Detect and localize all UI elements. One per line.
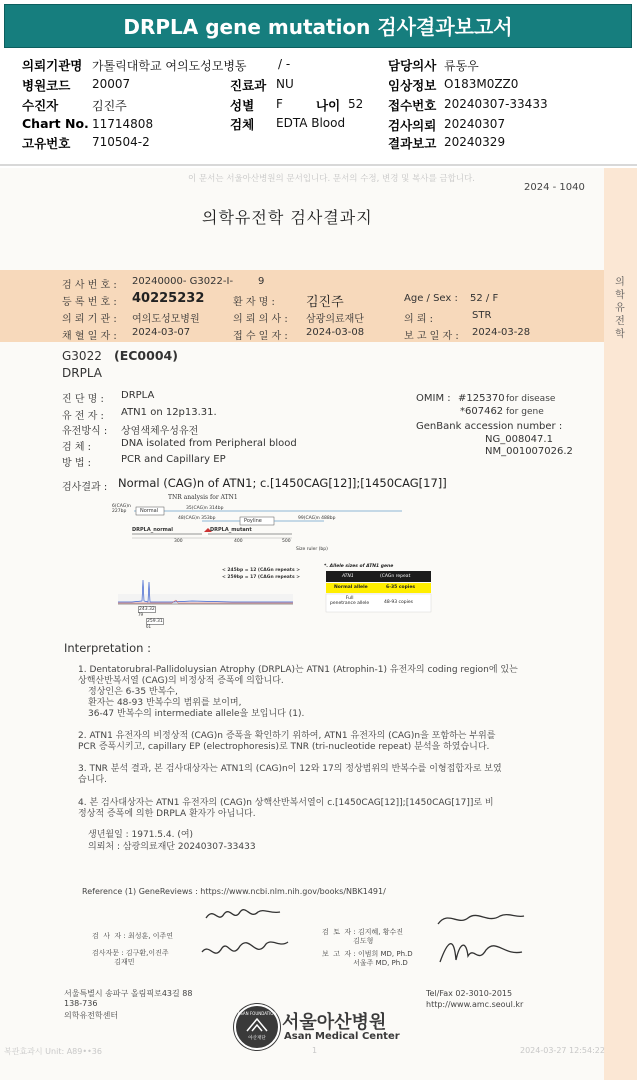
receive-value: 2024-03-08 (306, 327, 365, 338)
referral-label: 의 뢰 : (404, 314, 434, 325)
dept-label: 진료과 (230, 78, 267, 93)
reqdoc-label: 의 뢰 의 사 : (233, 314, 288, 325)
table-h1: ATN1 (342, 574, 354, 579)
exam-no-value: 20240000- G3022-I- (132, 276, 234, 287)
logo-center-text: 아산재단 (248, 1036, 266, 1041)
specimen-detail-label: 검 체 : (62, 442, 92, 453)
sex-value: F (276, 97, 283, 111)
table-h2: (CAGn repeat (380, 574, 411, 579)
omim-gene-text: for gene (506, 407, 544, 417)
tnr-figure (112, 494, 442, 636)
footer-page: 1 (312, 1046, 318, 1055)
data-reader: 검사자문 : 김구환,이진주 김재민 (92, 949, 169, 966)
bar1-label: DRPLA_normal (132, 527, 173, 533)
interp-line: 2. ATN1 유전자의 비정상적 (CAG)n 증폭을 확인하기 위하여, ATN1 유전자의 (CAG)n을 포함하는 부위를 (78, 731, 496, 741)
omim-label: OMIM : (416, 393, 451, 404)
interp-line: 정상적 증폭에 의한 DRPLA 환자가 아닙니다. (78, 809, 256, 819)
reporter: 보 고 자 : 이범희 MD, Ph.D 서울주 MD, Ph.D (322, 950, 413, 967)
unique-value: 710504-2 (92, 135, 150, 149)
interpretation-title: Interpretation : (64, 641, 151, 655)
gene-label: 유 전 자 : (62, 411, 104, 422)
result-value: Normal (CAG)n of ATN1; c.[1450CAG[12]];[1450CAG[17]] (118, 476, 447, 490)
clinical-value: O183M0ZZ0 (444, 77, 519, 91)
mode-value: 상염색체우성유전 (121, 426, 199, 437)
sex-label: 성별 (230, 98, 255, 113)
specimen-label: 검체 (230, 117, 255, 132)
doctor-label: 담당의사 (388, 58, 437, 73)
polyline-label: Poyline (244, 518, 262, 524)
hospital-name-kr: 서울아산병원 (282, 1012, 387, 1033)
genbank-label: GenBank accession number : (416, 421, 563, 432)
interp-line: 3. TNR 분석 결과, 본 검사대상자는 ATN1의 (CAG)n이 12와 17의 정상범위의 반복수를 이형접합자로 보였 (78, 764, 502, 774)
reference: Reference (1) GeneReviews : https://www.ncbi.nlm.nih.gov/books/NBK1491/ (82, 887, 386, 896)
peak-label-1: 243.32 (139, 607, 155, 612)
reviewer: 검 토 자 : 김지혜, 황수진 김도형 (322, 928, 404, 945)
chart-label: Chart No. (22, 116, 89, 131)
interp-line: 상핵산반복서열 (CAG)의 비정상적 증폭에 의합니다. (78, 676, 284, 686)
agesex-label: Age / Sex : (404, 293, 458, 304)
peak-note-1: < 245bp = 12 (CAGn repeats > (222, 568, 300, 573)
method-value: PCR and Capillary EP (121, 454, 226, 465)
header-divider (0, 164, 637, 166)
telfax: Tel/Fax 02-3010-2015 (426, 989, 513, 998)
age-label: 나이 (316, 98, 341, 113)
signature-images-left (200, 904, 290, 974)
bar2-label: DRPLA_mutant (210, 527, 252, 533)
collect-value: 2024-03-07 (132, 327, 191, 338)
referrer: 의뢰처 : 삼광의료재단 20240307-33433 (88, 842, 256, 852)
size-ruler: Size ruler (bp) (296, 547, 328, 552)
right-label: 99(CAG)n 488bp (298, 516, 336, 521)
clinical-label: 임상정보 (388, 78, 437, 93)
website: http://www.amc.seoul.kr (426, 1000, 524, 1009)
interp-line: 습니다. (78, 775, 107, 785)
institution-value: 가톨릭대학교 여의도성모병동 (92, 59, 247, 73)
omim-disease-text: for disease (506, 394, 556, 404)
interp-line: 환자는 48-93 반복수의 범위를 보이며, (88, 698, 242, 708)
footer-right: 2024-03-27 12:54:22 (520, 1046, 605, 1055)
mode-label: 유전방식 : (62, 426, 108, 437)
report-label: 결과보고 (388, 136, 437, 151)
interp-line: 1. Dentatorubral-Pallidoluysian Atrophy (DRPLA)는 ATN1 (Atrophin-1) 유전자의 coding region에 있는 (78, 665, 518, 675)
interp-line: PCR 증폭시키고, capillary EP (electrophoresis)로 TNR (tri-nucleotide repeat) 분석을 하였습니다. (78, 742, 490, 752)
doc-number: 2024 - 1040 (524, 182, 585, 193)
diag-value: DRPLA (121, 390, 155, 401)
mid-label-2: 48(CAG)n 353bp (178, 516, 216, 521)
recipient-value: 김진주 (92, 99, 127, 113)
logo-ring-text: ASAN FOUNDATION (237, 1011, 277, 1016)
receipt-value: 20240307-33433 (444, 97, 548, 111)
test-code: G3022 (62, 349, 102, 363)
footer-left: 복관효과시 Unit: A89••36 (4, 1047, 102, 1056)
table-title: *. Allele sizes of ATN1 gene (324, 564, 394, 569)
specimen-detail-value: DNA isolated from Peripheral blood (121, 438, 297, 449)
omim-disease-no: #125370 (458, 393, 505, 404)
doctor-value: 류동우 (444, 59, 479, 73)
exam-no-suffix: 9 (258, 276, 265, 287)
agesex-value: 52 / F (470, 293, 499, 304)
method-label: 방 법 : (62, 458, 92, 469)
collect-label: 채 혈 일 자 : (62, 331, 117, 342)
watermark-notice: 이 문서는 서울아산병원의 문서입니다. 문서의 수정, 변경 및 복사를 금합니다. (188, 174, 475, 184)
unique-label: 고유번호 (22, 136, 71, 151)
tick-400: 400 (234, 539, 243, 544)
test-code-2: (EC0004) (114, 348, 178, 363)
side-label: 의 학 유 전 학 (615, 277, 625, 340)
chart-value: 11714808 (92, 117, 154, 131)
diag-label: 진 단 명 : (62, 394, 104, 405)
examiner: 검 사 자 : 최성훈, 이주연 (92, 932, 174, 940)
hospital-code-value: 20007 (92, 77, 131, 91)
report-date-label: 보 고 일 자 : (404, 331, 459, 342)
omim-gene-no: *607462 (460, 406, 504, 417)
patient-label: 환 자 명 : (233, 297, 275, 308)
table-r2c1: Full penetrance allele (330, 596, 370, 606)
table-r1c2: 6-35 copies (386, 585, 416, 590)
receive-label: 접 수 일 자 : (233, 331, 288, 342)
result-label: 검사결과 : (62, 482, 108, 493)
report-date-value: 2024-03-28 (472, 327, 531, 338)
genbank-acc2: NM_001007026.2 (485, 446, 573, 457)
tick-500: 500 (282, 539, 291, 544)
request-label: 검사의뢰 (388, 118, 437, 133)
reqdoc-value: 삼광의료재단 (306, 314, 364, 325)
signature-images-right (430, 906, 530, 976)
request-value: 20240307 (444, 117, 506, 131)
paper-title: 의학유전학 검사결과지 (202, 208, 373, 227)
reg-value: 40225232 (132, 291, 205, 306)
reg-label: 등 록 번 호 : (62, 297, 117, 308)
peak-label-1b: 79 (138, 612, 144, 617)
exam-no-label: 검 사 번 호 : (62, 280, 117, 291)
referral-value: STR (472, 310, 492, 321)
mid-label-1: 35(CAG)n 314bp (186, 506, 224, 511)
institution-label: 의뢰기관명 (22, 58, 83, 73)
hospital-code-label: 병원코드 (22, 78, 71, 93)
receipt-label: 접수번호 (388, 98, 437, 113)
address-line-1: 서울특별시 송파구 올림픽로43길 88 (64, 989, 193, 998)
genbank-acc1: NG_008047.1 (485, 434, 553, 445)
specimen-value: EDTA Blood (276, 116, 346, 130)
interp-line: 36-47 반복수의 intermediate allele을 보입니다 (1). (88, 709, 305, 719)
patient-value: 김진주 (306, 295, 344, 310)
peak-label-2b: 61 (146, 624, 152, 629)
left-label: 6(CAG)n 227bp (112, 504, 131, 514)
address-line-3: 의학유전학센터 (64, 1011, 119, 1020)
dept-value: NU (276, 77, 294, 91)
normal-box-label: Normal (140, 508, 159, 514)
table-r2c2: 48-93 copies (384, 600, 413, 605)
age-value: 52 (348, 97, 364, 111)
test-name: DRPLA (62, 366, 102, 380)
birth-date: 생년월일 : 1971.5.4. (여) (88, 830, 194, 840)
report-value: 20240329 (444, 135, 506, 149)
inst-value: 여의도성모병원 (132, 314, 200, 325)
recipient-label: 수진자 (22, 98, 59, 113)
gene-value: ATN1 on 12p13.31. (121, 407, 217, 418)
peak-label-2: 259.31 (147, 619, 163, 624)
institution-extra: / - (278, 57, 291, 71)
address-line-2: 138-736 (64, 999, 98, 1008)
asan-logo-icon (234, 1004, 280, 1050)
tick-300: 300 (174, 539, 183, 544)
peak-note-2: < 259bp = 17 (CAGn repeats > (222, 575, 300, 580)
hospital-name-en: Asan Medical Center (284, 1031, 400, 1042)
table-r1c1: Normal allele (334, 585, 368, 590)
interp-line: 정상인은 6-35 반복수, (88, 687, 178, 697)
inst-label: 의 뢰 기 관 : (62, 314, 117, 325)
interp-line: 4. 본 검사대상자는 ATN1 유전자의 (CAG)n 상핵산반복서열이 c.[1450CAG[12]];[1450CAG[17]]로 비 (78, 798, 494, 808)
report-title-banner: DRPLA gene mutation 검사결과보고서 (4, 4, 632, 48)
figure-title: TNR analysis for ATN1 (168, 494, 238, 501)
